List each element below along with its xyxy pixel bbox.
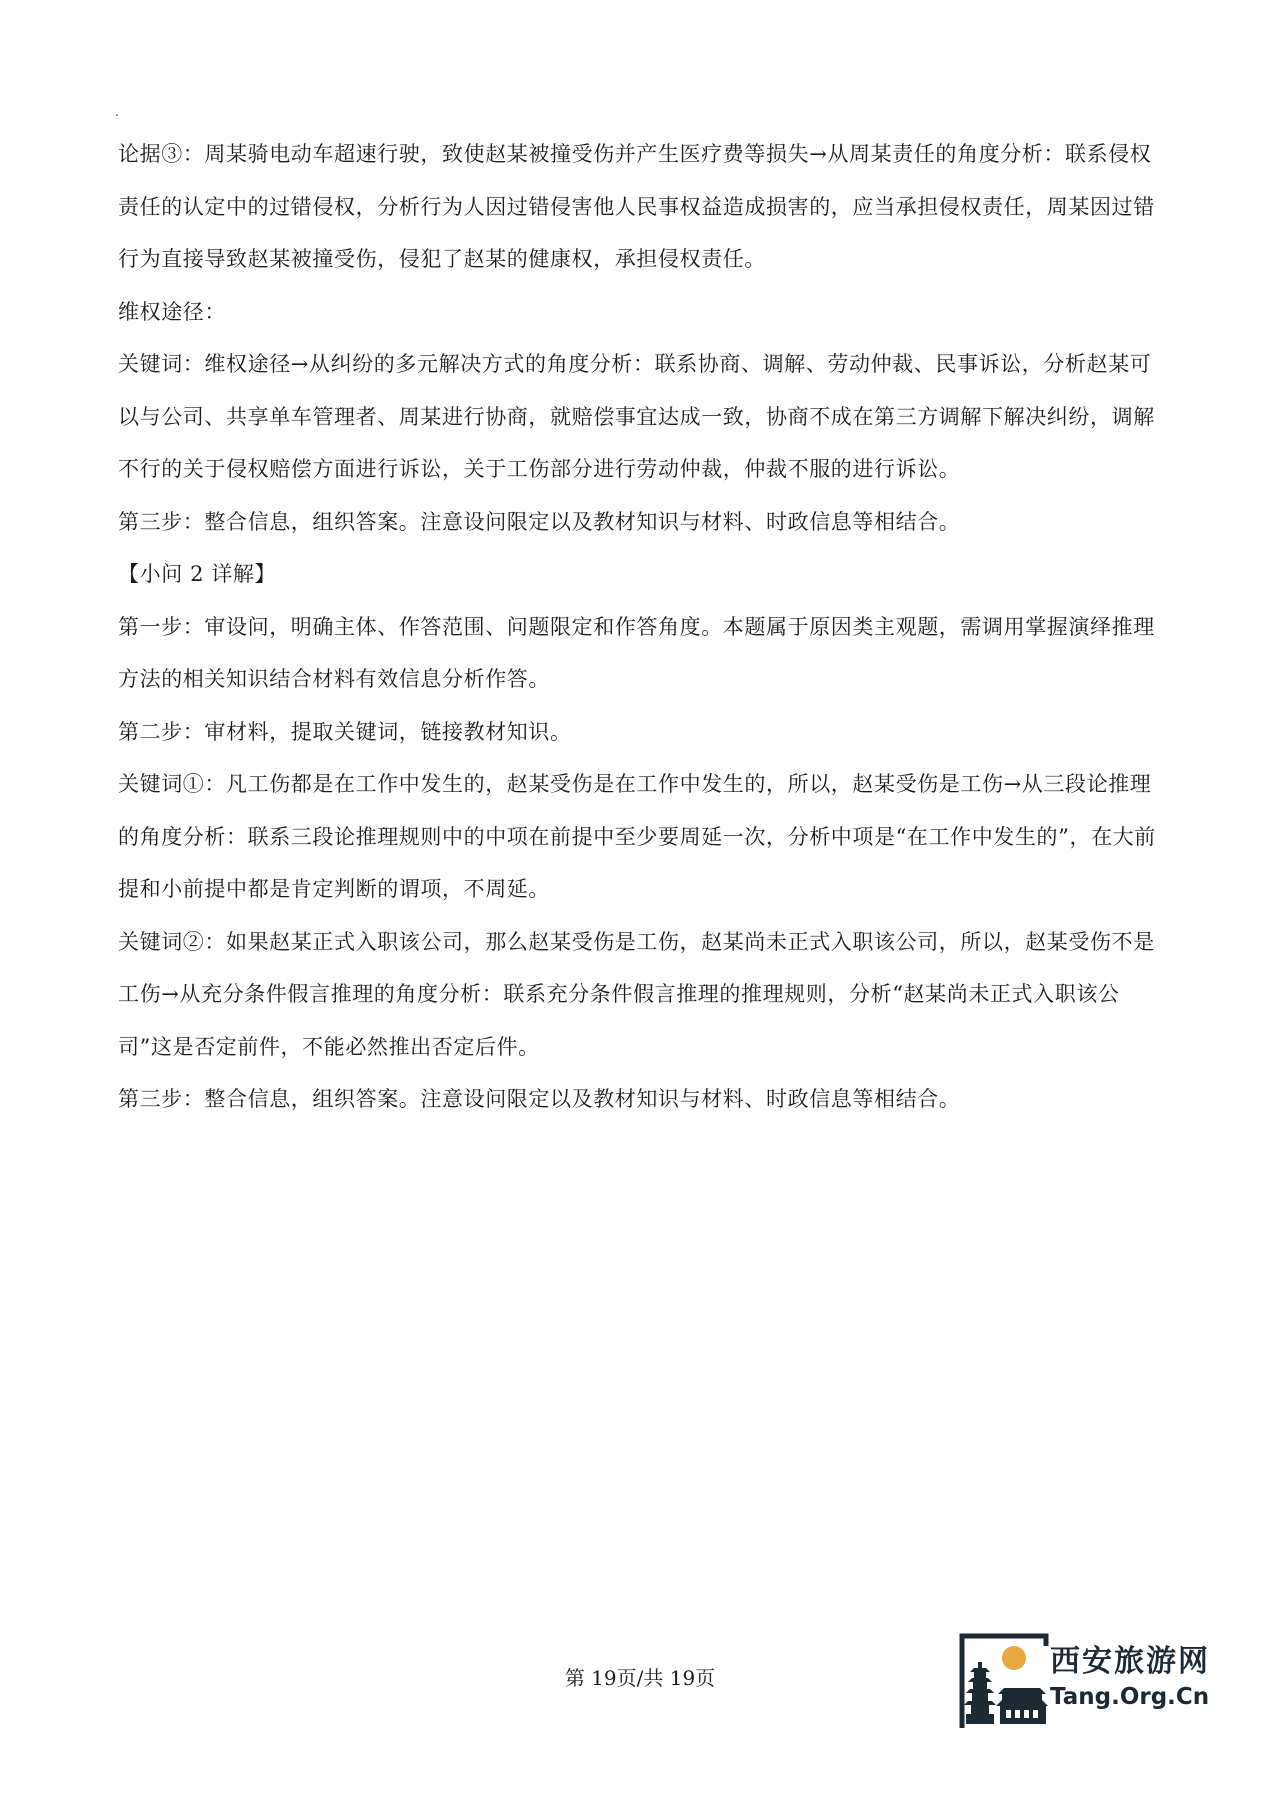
paragraph-argument-3: 论据③：周某骑电动车超速行驶，致使赵某被撞受伤并产生医疗费等损失→从周某责任的角度分析：联系侵权责任的认定中的过错侵权，分析行为人因过错侵害他人民事权益造成损害的，应当承担侵权责任，周某因过错行为直接导致赵某被撞受伤，侵犯了赵某的健康权，承担侵权责任。 xyxy=(118,142,1155,271)
paragraph-step-3-q2: 第三步：整合信息，组织答案。注意设问限定以及教材知识与材料、时政信息等相结合。 xyxy=(118,1087,961,1111)
document-body xyxy=(118,128,1170,1126)
paragraph-rights-path-keywords: 关键词：维权途径→从纠纷的多元解决方式的角度分析：联系协商、调解、劳动仲裁、民事诉讼，分析赵某可以与公司、共享单车管理者、周某进行协商，就赔偿事宜达成一致，协商不成在第三方调解下解决纠纷，调解不行的关于侵权赔偿方面进行诉讼，关于工伤部分进行劳动仲裁，仲裁不服的进行诉讼。 xyxy=(118,352,1155,481)
scan-dot xyxy=(116,114,118,116)
paragraph-step-1-q2: 第一步：审设问，明确主体、作答范围、问题限定和作答角度。本题属于原因类主观题，需调用掌握演绎推理方法的相关知识结合材料有效信息分析作答。 xyxy=(118,614,1155,691)
logo-domain: Tang.Org.Cn xyxy=(1050,1684,1210,1710)
site-logo[interactable] xyxy=(958,1632,1212,1732)
paragraph-keyword-2: 关键词②：如果赵某正式入职该公司，那么赵某受伤是工伤，赵某尚未正式入职该公司，所以，赵某受伤不是工伤→从充分条件假言推理的角度分析：联系充分条件假言推理的推理规则，分析“赵某尚未正式入职该公司”这是否定前件，不能必然推出否定后件。 xyxy=(118,929,1155,1059)
paragraph-rights-path-heading: 维权途径： xyxy=(118,299,226,324)
paragraph-step-3-q1: 第三步：整合信息，组织答案。注意设问限定以及教材知识与材料、时政信息等相结合。 xyxy=(118,509,961,534)
pagoda-logo-icon xyxy=(958,1632,1050,1728)
page-number: 第 19页/共 19页 xyxy=(564,1666,716,1690)
section-heading-q2: 【小问 2 详解】 xyxy=(118,562,277,586)
paragraph-step-2-q2: 第二步：审材料，提取关键词，链接教材知识。 xyxy=(118,719,572,744)
logo-title: 西安旅游网 xyxy=(1050,1644,1210,1679)
paragraph-keyword-1: 关键词①：凡工伤都是在工作中发生的，赵某受伤是在工作中发生的，所以，赵某受伤是工伤→从三段论推理的角度分析：联系三段论推理规则中的中项在前提中至少要周延一次，分析中项是“在工作中发生的”，在大前提和小前提中都是肯定判断的谓项，不周延。 xyxy=(118,772,1156,901)
